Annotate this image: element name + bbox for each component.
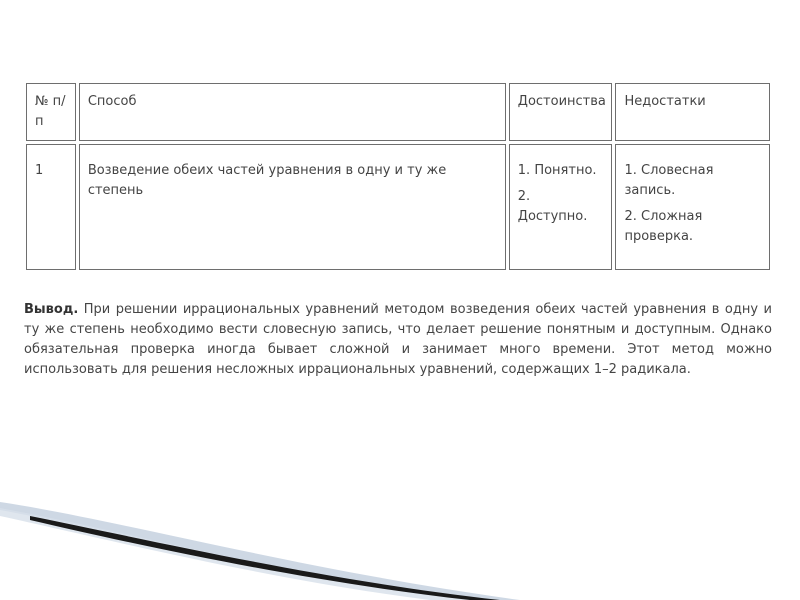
- advantage-item: 1. Понятно.: [517, 163, 597, 178]
- cell-way: Возведение обеих частей уравнения в одну и ту же степень: [79, 144, 506, 270]
- cell-advantages: [509, 144, 613, 270]
- header-disadvantages: Недостатки: [615, 83, 770, 141]
- comparison-table-wrapper: [23, 80, 773, 273]
- advantage-item: 2. Доступно.: [517, 189, 588, 224]
- swoosh-light-band: [0, 502, 520, 600]
- conclusion-label: Вывод.: [24, 302, 79, 317]
- table-row: [26, 144, 770, 270]
- disadvantage-item: 1. Словесная запись.: [624, 163, 714, 198]
- header-num: № п/п: [26, 83, 76, 141]
- header-way: Способ: [79, 83, 506, 141]
- table-header-row: [26, 83, 770, 141]
- comparison-table: [23, 80, 773, 273]
- conclusion-text: При решении иррациональных уравнений методом возведения обеих частей уравнения в одну и ту же степень необходимо вести словесную запись, что делает решение понятным и доступным. Однако обязательная проверка иногда бывает сложной и занимает много времени. Этот метод можно использовать для решения несложных иррациональных уравнений, содержащих 1–2 радикала.: [24, 302, 772, 377]
- cell-num: 1: [26, 144, 76, 270]
- cell-disadvantages: [615, 144, 770, 270]
- header-advantages: Достоинства: [509, 83, 613, 141]
- disadvantage-item: 2. Сложная проверка.: [624, 209, 703, 244]
- conclusion-paragraph: [24, 300, 772, 380]
- decorative-swoosh: [0, 500, 520, 600]
